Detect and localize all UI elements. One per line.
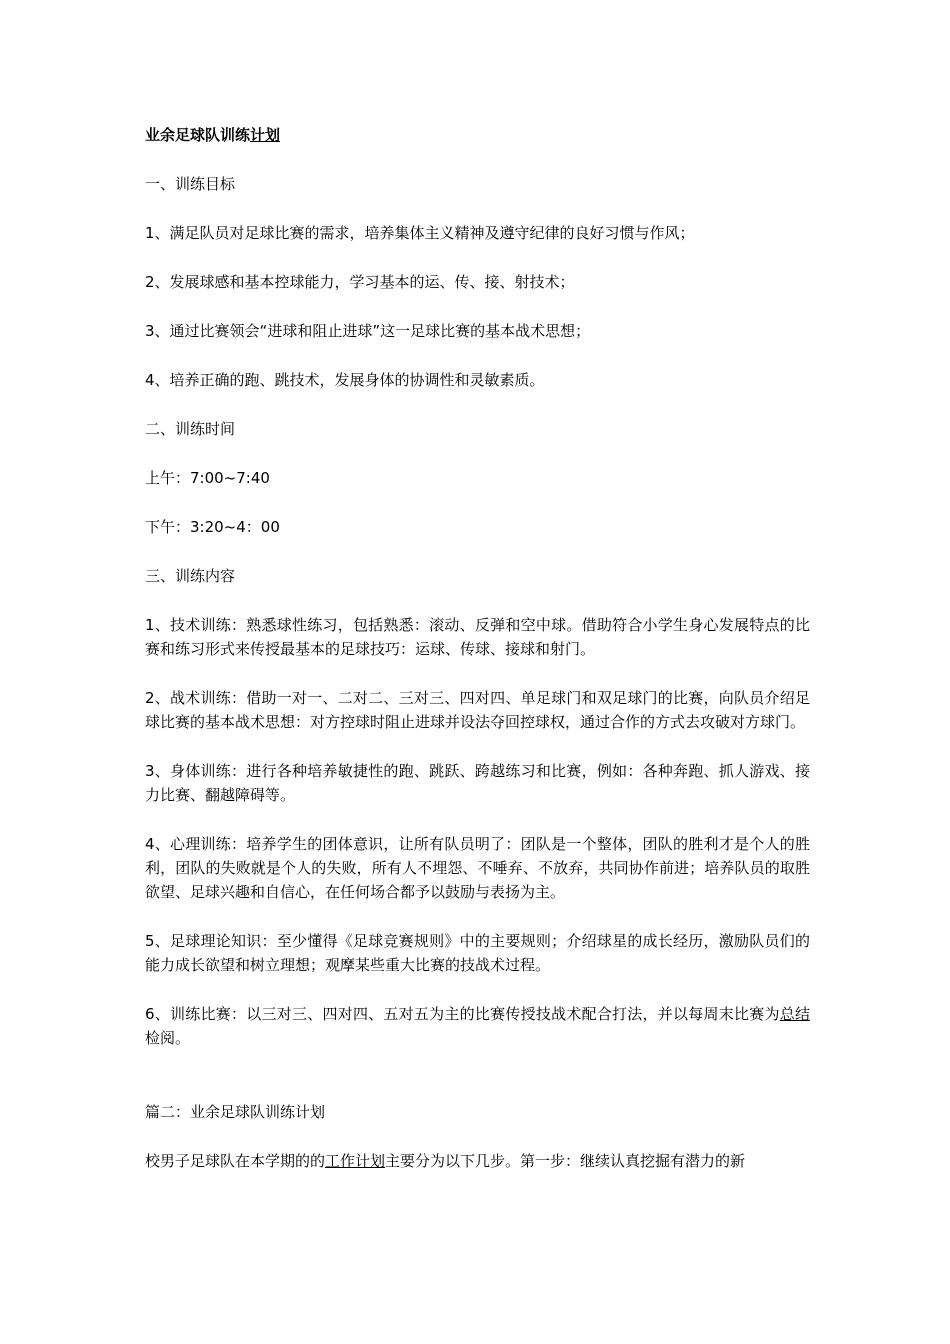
document-title	[145, 123, 810, 147]
section-heading-goals: 一、训练目标	[145, 175, 236, 193]
content-item-5: 5、足球理论知识：至少懂得《足球竞赛规则》中的主要规则；介绍球星的成长经历，激励队员们的能力成长欲望和树立理想；观摩某些重大比赛的技战术过程。	[145, 932, 810, 974]
time-afternoon: 下午：3:20~4：00	[145, 518, 280, 536]
part2-heading: 篇二：业余足球队训练计划	[145, 1103, 326, 1121]
goal-item-2: 2、发展球感和基本控球能力，学习基本的运、传、接、射技术；	[145, 273, 575, 291]
work-plan-link[interactable]: 工作计划	[325, 1152, 386, 1170]
part2-text-end: 主要分为以下几步。第一步：继续认真挖掘有潜力的新	[385, 1152, 746, 1170]
goal-item-1: 1、满足队员对足球比赛的需求，培养集体主义精神及遵守纪律的良好习惯与作风；	[145, 224, 695, 242]
goal-item-4: 4、培养正确的跑、跳技术，发展身体的协调性和灵敏素质。	[145, 371, 545, 389]
section-heading-content: 三、训练内容	[145, 567, 236, 585]
section-spacer	[145, 1075, 810, 1100]
content-item-4: 4、心理训练：培养学生的团体意识，让所有队员明了：团队是一个整体，团队的胜利才是个人的胜利，团队的失败就是个人的失败，所有人不埋怨、不唾弃、不放弃，共同协作前进；培养队员的取胜欲望、足球兴趣和自信心，在任何场合都予以鼓励与表扬为主。	[145, 835, 810, 901]
content-item-6	[145, 1002, 810, 1050]
content-item-3: 3、身体训练：进行各种培养敏捷性的跑、跳跃、跨越练习和比赛，例如：各种奔跑、抓人游戏、接力比赛、翻越障碍等。	[145, 762, 810, 804]
content-item-6-text: 6、训练比赛：以三对三、四对四、五对五为主的比赛传授技战术配合打法，并以每周末比赛为	[145, 1005, 780, 1023]
part2-paragraph	[145, 1149, 810, 1173]
title-text: 业余足球队训练	[145, 126, 251, 144]
section-heading-time: 二、训练时间	[145, 420, 236, 438]
summary-link[interactable]: 总结	[779, 1005, 810, 1023]
content-item-1: 1、技术训练：熟悉球性练习，包括熟悉：滚动、反弹和空中球。借助符合小学生身心发展特点的比赛和练习形式来传授最基本的足球技巧：运球、传球、接球和射门。	[145, 616, 810, 658]
time-morning: 上午：7:00~7:40	[145, 469, 270, 487]
content-item-2: 2、战术训练：借助一对一、二对二、三对三、四对四、单足球门和双足球门的比赛，向队员介绍足球比赛的基本战术思想：对方控球时阻止进球并设法夺回控球权，通过合作的方式去攻破对方球门。	[145, 689, 810, 731]
document-body	[145, 123, 810, 1198]
title-link-plan[interactable]: 计划	[250, 126, 281, 144]
content-item-6-end: 检阅。	[145, 1029, 191, 1047]
part2-text-start: 校男子足球队在本学期的的	[145, 1152, 326, 1170]
goal-item-3: 3、通过比赛领会“进球和阻止进球”这一足球比赛的基本战术思想；	[145, 322, 591, 340]
